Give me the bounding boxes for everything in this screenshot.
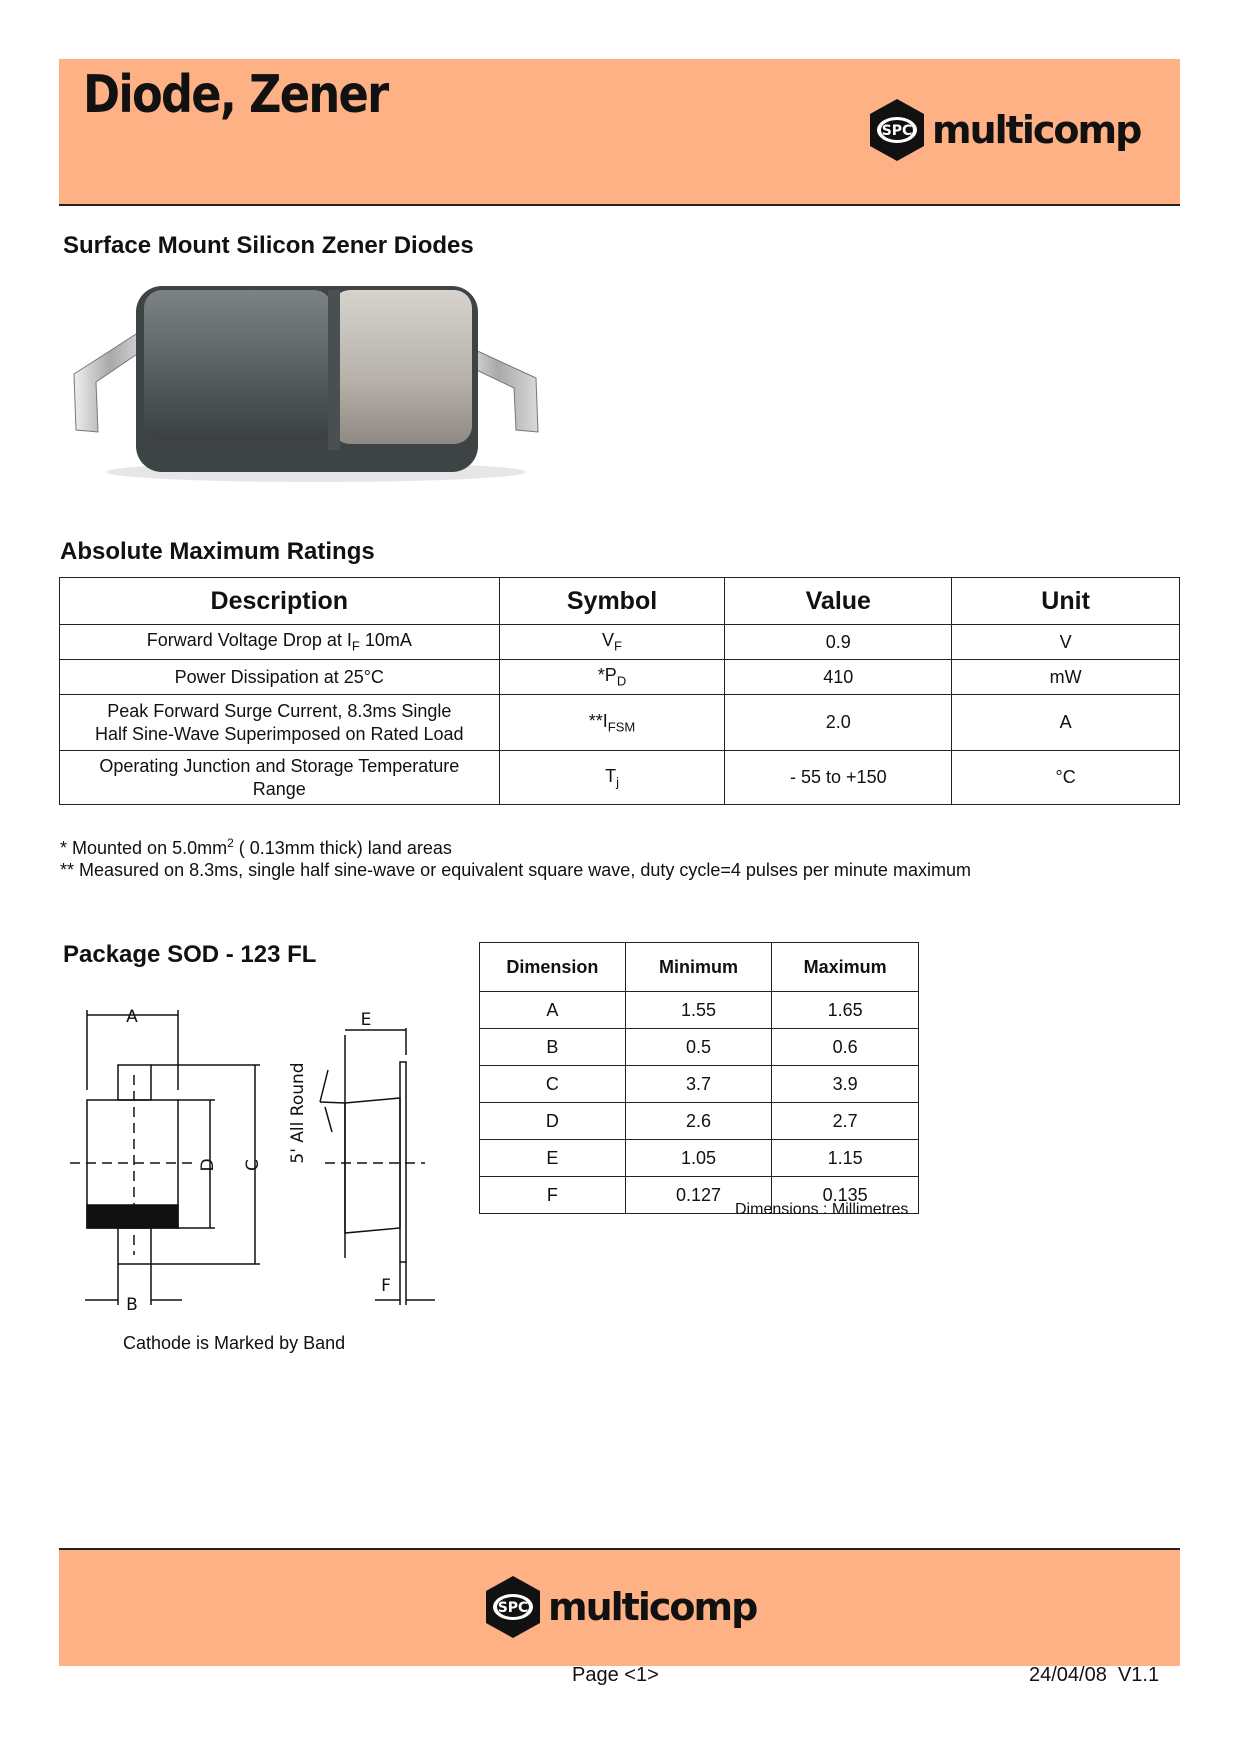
- dimension-cell: B: [480, 1029, 626, 1066]
- footer-brand-name: multicomp: [548, 1585, 757, 1629]
- unit-cell: A: [952, 695, 1180, 751]
- minimum-cell: 3.7: [625, 1066, 772, 1103]
- symbol-cell: $*P_D$: [499, 660, 725, 695]
- dimension-cell: D: [480, 1103, 626, 1140]
- ratings-heading: Absolute Maximum Ratings: [60, 538, 375, 565]
- product-subtitle: Surface Mount Silicon Zener Diodes: [63, 232, 474, 259]
- label-dim-f: F: [381, 1276, 391, 1296]
- symbol-cell: $T_j$: [499, 751, 725, 805]
- units-note: Dimensions : Millimetres: [735, 1201, 909, 1218]
- minimum-cell: 0.127: [625, 1177, 772, 1214]
- column-header: Symbol: [499, 578, 725, 625]
- minimum-cell: 0.5: [625, 1029, 772, 1066]
- column-header: Maximum: [772, 943, 919, 992]
- label-dim-a: A: [126, 1007, 138, 1027]
- footnote-mounting: * Mounted on $5.0mm^2$ ( 0.13mm thick) land areas: [60, 836, 452, 858]
- description-cell: Forward Voltage Drop at $I_F$ 10mA: [60, 625, 500, 660]
- page-number: Page <1>: [572, 1664, 659, 1686]
- table-header-row: [480, 943, 919, 992]
- column-header: Description: [60, 578, 500, 625]
- footer-brand-badge: SPC: [497, 1600, 529, 1616]
- dimension-cell: F: [480, 1177, 626, 1214]
- table-row: [60, 625, 1180, 660]
- label-all-round: 5' All Round: [288, 1062, 308, 1164]
- brand-name: multicomp: [932, 108, 1141, 152]
- value-cell: 410: [725, 660, 952, 695]
- dimension-cell: E: [480, 1140, 626, 1177]
- maximum-cell: 0.6: [772, 1029, 919, 1066]
- table-row: [60, 660, 1180, 695]
- package-heading: Package SOD - 123 FL: [63, 941, 317, 968]
- footer-brand-logo: [484, 1574, 756, 1640]
- maximum-cell: 2.7: [772, 1103, 919, 1140]
- header-banner: [59, 59, 1180, 206]
- package-outline-drawing: [70, 1000, 450, 1320]
- table-row: [480, 1103, 919, 1140]
- spc-hexagon-icon: [484, 1574, 542, 1640]
- column-header: Dimension: [480, 943, 626, 992]
- table-row: [60, 751, 1180, 805]
- column-header: Value: [725, 578, 952, 625]
- value-cell: - 55 to +150: [725, 751, 952, 805]
- document-title: Diode, Zener: [83, 65, 388, 125]
- column-header: Unit: [952, 578, 1180, 625]
- table-row: [480, 1066, 919, 1103]
- maximum-cell: 1.65: [772, 992, 919, 1029]
- unit-cell: mW: [952, 660, 1180, 695]
- spc-hexagon-icon: [868, 97, 926, 163]
- version-date: 24/04/08 V1.1: [1029, 1664, 1160, 1686]
- label-dim-b: B: [126, 1295, 138, 1315]
- description-cell: Power Dissipation at 25°C: [60, 660, 500, 695]
- description-cell: Operating Junction and Storage Temperature Range: [60, 751, 500, 805]
- dimension-cell: C: [480, 1066, 626, 1103]
- label-dim-d: D: [198, 1158, 218, 1172]
- column-header: Minimum: [625, 943, 772, 992]
- footer-banner: [59, 1548, 1180, 1666]
- table-header-row: [60, 578, 1180, 625]
- maximum-cell: 3.9: [772, 1066, 919, 1103]
- minimum-cell: 1.05: [625, 1140, 772, 1177]
- unit-cell: °C: [952, 751, 1180, 805]
- value-cell: 0.9: [725, 625, 952, 660]
- minimum-cell: 2.6: [625, 1103, 772, 1140]
- maximum-cell: 0.135: [772, 1177, 919, 1214]
- table-row: [60, 695, 1180, 751]
- table-row: [480, 1029, 919, 1066]
- brand-logo: [868, 97, 1140, 163]
- footnote-measurement: ** Measured on 8.3ms, single half sine-wave or equivalent square wave, duty cycle=4 pulses per minute maximum: [60, 860, 971, 880]
- dimension-cell: A: [480, 992, 626, 1029]
- maximum-cell: 1.15: [772, 1140, 919, 1177]
- description-cell: Peak Forward Surge Current, 8.3ms Single Half Sine-Wave Superimposed on Rated Load: [60, 695, 500, 751]
- ratings-table: [59, 577, 1180, 805]
- table-row: [480, 992, 919, 1029]
- brand-badge: SPC: [881, 123, 913, 139]
- label-dim-e: E: [360, 1010, 372, 1030]
- dimensions-table: [479, 942, 919, 1214]
- value-cell: 2.0: [725, 695, 952, 751]
- symbol-cell: $**I_{FSM}$: [499, 695, 725, 751]
- label-dim-c: C: [243, 1159, 263, 1171]
- symbol-cell: $V_F$: [499, 625, 725, 660]
- minimum-cell: 1.55: [625, 992, 772, 1029]
- diode-product-image: [66, 282, 556, 492]
- package-caption: Cathode is Marked by Band: [123, 1333, 346, 1353]
- unit-cell: V: [952, 625, 1180, 660]
- table-row: [480, 1140, 919, 1177]
